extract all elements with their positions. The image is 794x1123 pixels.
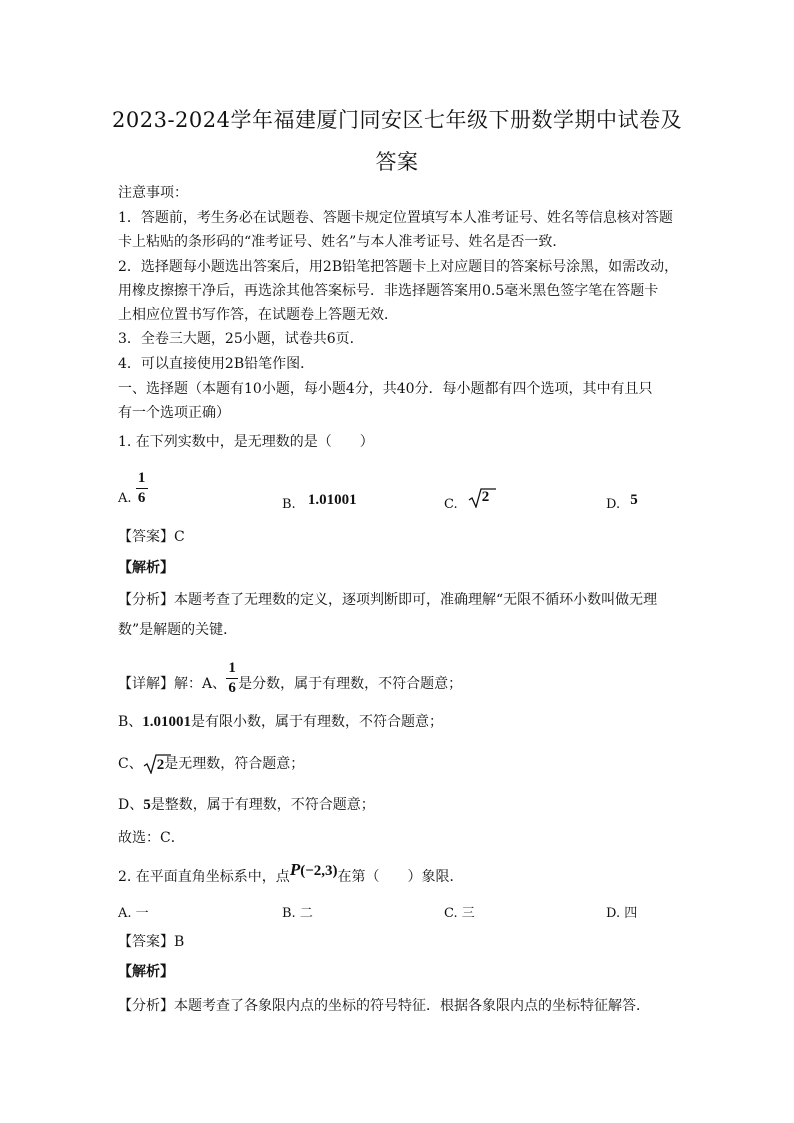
option-label: C. — [444, 497, 458, 512]
decimal-value: 1.01001 — [142, 714, 192, 730]
notice-item-1-line-1: 1．答题前，考生务必在试题卷、答题卡规定位置填写本人准考证号、姓名等信息核对答题 — [118, 210, 673, 226]
notice-item-2-line-1: 2．选择题每小题选出答案后，用2B铅笔把答题卡上对应题目的答案标号涂黑，如需改动， — [118, 259, 679, 275]
detail-prefix: B、 — [118, 714, 143, 730]
radicand: 2 — [156, 757, 165, 773]
detail-a-text: 是分数，属于有理数，不符合题意； — [238, 676, 463, 692]
fraction-numerator: 1 — [228, 660, 236, 676]
square-root-two — [468, 488, 490, 508]
notice-item-1-line-2: 卡上粘贴的条形码的“准考证号、姓名”与本人准考证号、姓名是否一致． — [118, 234, 567, 250]
point-coordinates: (−2,3) — [300, 863, 338, 879]
detail-b-text: 是有限小数，属于有理数，不符合题意； — [191, 714, 444, 730]
fraction-denominator: 6 — [228, 680, 236, 696]
q2-option-c: C. 三 — [444, 906, 475, 921]
q2-option-a: A. 一 — [118, 906, 149, 921]
notice-item-4: 4．可以直接使用2B铅笔作图． — [118, 356, 315, 372]
detail-prefix: 【详解】解：A、 — [118, 676, 227, 692]
detail-prefix: C、 — [118, 756, 143, 772]
q1-detail-b — [118, 712, 443, 732]
fraction-denominator: 6 — [137, 490, 146, 506]
q1-answer: 【答案】C — [118, 529, 185, 545]
q1-detail-c — [118, 754, 304, 774]
stem-suffix: 在第（ ）象限． — [337, 869, 464, 885]
fraction-one-sixth — [226, 660, 238, 696]
q2-option-d: D. 四 — [606, 906, 638, 921]
radicand: 2 — [481, 489, 490, 505]
page-title-line1: 2023-2024学年福建厦门同安区七年级下册数学期中试卷及 — [112, 108, 682, 132]
q1-option-d — [606, 492, 638, 512]
q1-option-b — [282, 492, 357, 512]
q1-detail-d — [118, 795, 375, 815]
fraction-numerator: 1 — [137, 470, 146, 486]
q1-conclusion: 故选：C． — [118, 830, 185, 846]
q1-fenxi-line-2: 数”是解题的关键． — [118, 622, 238, 638]
question-2-stem — [118, 860, 464, 887]
q1-detail-a — [118, 660, 462, 696]
notice-item-2-line-2: 用橡皮擦擦干净后，再选涂其他答案标号．非选择题答案用0.5毫米黑色签字笔在答题卡 — [118, 283, 659, 299]
question-1-stem: 1. 在下列实数中，是无理数的是（ ） — [118, 434, 374, 450]
notice-heading: 注意事项： — [118, 185, 188, 201]
integer-value: 5 — [630, 492, 638, 508]
q1-analysis-heading: 【解析】 — [118, 560, 174, 576]
integer-value: 5 — [143, 797, 151, 813]
q2-answer: 【答案】B — [118, 934, 185, 950]
section-1-heading-line-1: 一、选择题（本题有10小题，每小题4分，共40分．每小题都有四个选项，其中有且只 — [118, 381, 653, 397]
option-label: D. — [606, 497, 621, 512]
q2-analysis-heading: 【解析】 — [118, 964, 174, 980]
section-1-heading-line-2: 有一个选项正确） — [118, 405, 230, 421]
notice-item-3: 3．全卷三大题，25小题，试卷共6页． — [118, 331, 364, 347]
q1-option-a — [118, 470, 148, 506]
decimal-value: 1.01001 — [307, 492, 357, 508]
detail-prefix: D、 — [118, 797, 144, 813]
q1-fenxi-line-1: 【分析】本题考查了无理数的定义，逐项判断即可，准确理解“无限不循环小数叫做无理 — [118, 592, 658, 608]
q1-option-c — [444, 488, 490, 512]
stem-prefix: 2. 在平面直角坐标系中，点 — [118, 869, 290, 885]
fraction-bar — [136, 488, 148, 489]
option-label: A. — [118, 490, 132, 506]
detail-c-text: 是无理数，符合题意； — [164, 756, 305, 772]
notice-item-2-line-3: 上相应位置书写作答，在试题卷上答题无效． — [118, 307, 398, 323]
option-label: B. — [282, 497, 296, 512]
q2-option-b: B. 二 — [282, 906, 313, 921]
page-title-line2: 答案 — [375, 150, 419, 174]
fraction-one-sixth — [136, 470, 148, 506]
q2-fenxi: 【分析】本题考查了各象限内点的坐标的符号特征．根据各象限内点的坐标特征解答． — [118, 998, 650, 1014]
detail-d-text: 是整数，属于有理数，不符合题意； — [150, 797, 375, 813]
square-root-two — [143, 754, 165, 774]
fraction-bar — [226, 678, 238, 679]
point-letter: P — [289, 860, 301, 879]
